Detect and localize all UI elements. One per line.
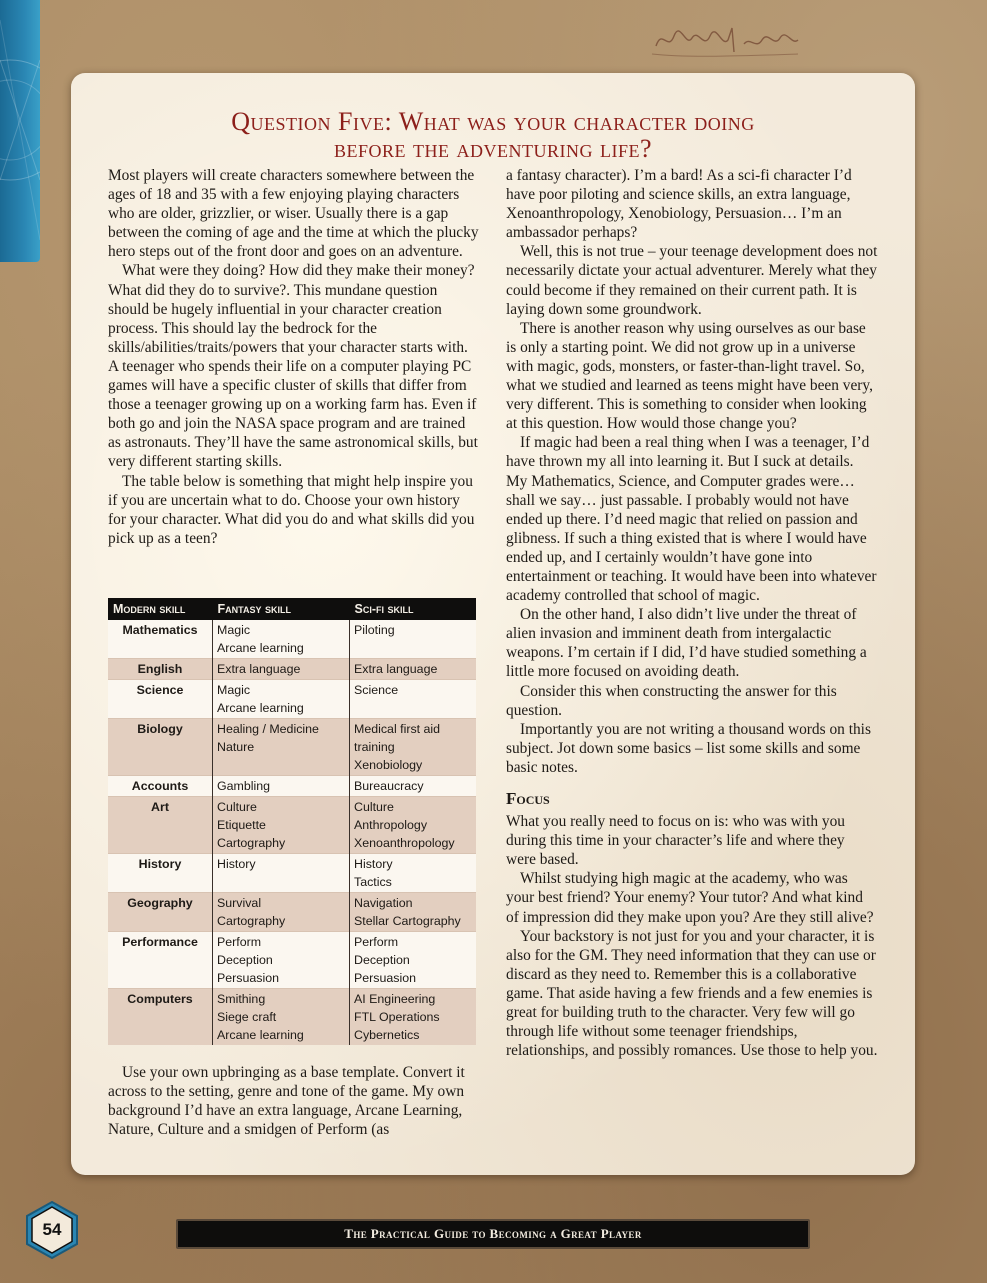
page-number-badge — [24, 1200, 80, 1260]
cell-scifi-skill: History Tactics — [350, 854, 477, 893]
cell-modern-skill: Biology — [108, 719, 213, 776]
paragraph: Well, this is not true – your teenage development does not necessarily dictate your actual adventurer. Merely what they could become if they remained on their current path. It is laying down some groundwork. — [506, 243, 878, 318]
left-column-after-table — [108, 1063, 480, 1139]
cell-scifi-skill: Bureaucracy — [350, 776, 477, 797]
table-row — [108, 680, 476, 719]
footer-book-title: The Practical Guide to Becoming a Great Player — [176, 1219, 810, 1249]
paragraph: Importantly you are not writing a thousand words on this subject. Jot down some basics – list some skills and some basic notes. — [506, 720, 871, 776]
blue-edge-tab — [0, 0, 40, 262]
cell-modern-skill: History — [108, 854, 213, 893]
table-row — [108, 797, 476, 854]
table-row — [108, 854, 476, 893]
cell-scifi-skill: Science — [350, 680, 477, 719]
skills-table — [108, 598, 476, 1045]
table-row — [108, 776, 476, 797]
page-title — [71, 108, 915, 162]
page-number: 54 — [42, 1220, 62, 1239]
paragraph: What were they doing? How did they make their money? What did they do to survive?. This mundane question should be hugely influential in your character creation process. This should lay the bedrock for the skills/abilities/traits/powers that your character starts with. A teenager who spends their life on a computer playing PC games will have a specific cluster of skills that differ from those a teenager growing up on a working farm has. Even if both go and join the NASA space program and are trained as astronauts. They’ll have the same astronomical skills, but very different starting skills. — [108, 262, 478, 471]
cell-scifi-skill: Medical first aid training Xenobiology — [350, 719, 477, 776]
skills-table-body — [108, 620, 476, 1045]
cell-fantasy-skill: Magic Arcane learning — [213, 620, 350, 659]
cell-modern-skill: Geography — [108, 893, 213, 932]
paragraph: There is another reason why using ourselves as our base is only a starting point. We did not grow up in a universe with magic, gods, monsters, or faster-than-light travel. So, what we studied and learned as teens might have been very, very different. This is something to consider when looking at this question. How would those change you? — [506, 319, 873, 433]
table-row — [108, 932, 476, 989]
cell-scifi-skill: AI Engineering FTL Operations Cybernetics — [350, 989, 477, 1046]
paragraph: Consider this when constructing the answer for this question. — [506, 682, 837, 719]
paragraph: On the other hand, I also didn’t live under the threat of alien invasion and imminent death from intergalactic weapons. I’m certain if I did, I’d have studied something a little more focused on avoiding death. — [506, 606, 867, 681]
paragraph: If magic had been a real thing when I was a teenager, I’d have thrown my all into learning it. But I suck at details. My Mathematics, Science, and Computer grades were… shall we say… just passable. I probably would not have ended up there. I’d need magic that relied on passion and glibness. If such a thing existed that is where I would have ended up, and I certainly wouldn’t have gone into entertainment or teaching. It would have been into whatever academy controlled that school of magic. — [506, 434, 877, 605]
paragraph: What you really need to focus on is: who was with you during this time in your character’s life and where they were based. — [506, 813, 845, 869]
cell-fantasy-skill: Culture Etiquette Cartography — [213, 797, 350, 854]
title-line-2: before the adventuring life? — [333, 134, 653, 163]
table-row — [108, 659, 476, 680]
cell-modern-skill: Mathematics — [108, 620, 213, 659]
right-column-text — [506, 166, 878, 1060]
paragraph: Most players will create characters somewhere between the ages of 18 and 35 with a few enjoying playing characters who are older, grizzlier, or wiser. Usually there is a gap between the coming of age and the time at which the plucky hero steps out of the front door and goes on an adventure. — [108, 167, 479, 261]
header-modern-skill: Modern skill — [108, 598, 213, 620]
cell-modern-skill: Science — [108, 680, 213, 719]
cell-scifi-skill: Extra language — [350, 659, 477, 680]
cell-fantasy-skill: Magic Arcane learning — [213, 680, 350, 719]
paragraph: The table below is something that might help inspire you if you are uncertain what to do. Choose your own history for your character. What did you do and what skills did you pick up as a teen? — [108, 472, 475, 547]
cell-modern-skill: Art — [108, 797, 213, 854]
paragraph: Use your own upbringing as a base template. Convert it across to the setting, genre and tone of the game. My own background I’d have an extra language, Arcane Learning, Nature, Culture and a smidgen of Perform (as — [108, 1064, 465, 1139]
paragraph: a fantasy character). I’m a bard! As a sci-fi character I’d have poor piloting and science skills, an extra language, Xenoanthropology, Xenobiology, Persuasion… I’m an ambassador perhaps? — [506, 167, 852, 242]
table-row — [108, 893, 476, 932]
cell-fantasy-skill: Gambling — [213, 776, 350, 797]
cell-fantasy-skill: Extra language — [213, 659, 350, 680]
cell-modern-skill: Computers — [108, 989, 213, 1046]
cell-scifi-skill: Piloting — [350, 620, 477, 659]
compass-pattern-icon — [0, 0, 40, 262]
paragraph: Whilst studying high magic at the academy, who was your best friend? Your enemy? Your tutor? And what kind of impression did they make upon you? Are they still alive? — [506, 870, 874, 926]
header-fantasy-skill: Fantasy skill — [213, 598, 350, 620]
cell-fantasy-skill: History — [213, 854, 350, 893]
table-row — [108, 719, 476, 776]
cell-scifi-skill: Navigation Stellar Cartography — [350, 893, 477, 932]
table-row — [108, 620, 476, 659]
cell-scifi-skill: Perform Deception Persuasion — [350, 932, 477, 989]
cell-modern-skill: Performance — [108, 932, 213, 989]
cell-fantasy-skill: Healing / Medicine Nature — [213, 719, 350, 776]
table-row — [108, 989, 476, 1046]
cell-fantasy-skill: Perform Deception Persuasion — [213, 932, 350, 989]
focus-heading: Focus — [506, 789, 550, 808]
table-header-row — [108, 598, 476, 620]
paragraph: Your backstory is not just for you and your character, it is also for the GM. They need information that they can use or discard as they need to. Remember this is a collaborative game. That aside having a few friends and a few enemies is great for building truth to the character. Very few will go through life without some teenager friendships, relationships, and possibly romances. Use those to help you. — [506, 927, 878, 1060]
cell-scifi-skill: Culture Anthropology Xenoanthropology — [350, 797, 477, 854]
cell-modern-skill: English — [108, 659, 213, 680]
handwritten-signature — [648, 18, 818, 62]
title-line-1: Question Five: What was your character doing — [231, 107, 755, 136]
cell-fantasy-skill: Smithing Siege craft Arcane learning — [213, 989, 350, 1046]
header-scifi-skill: Sci-fi skill — [350, 598, 477, 620]
left-column-text — [108, 166, 480, 548]
cell-modern-skill: Accounts — [108, 776, 213, 797]
cell-fantasy-skill: Survival Cartography — [213, 893, 350, 932]
